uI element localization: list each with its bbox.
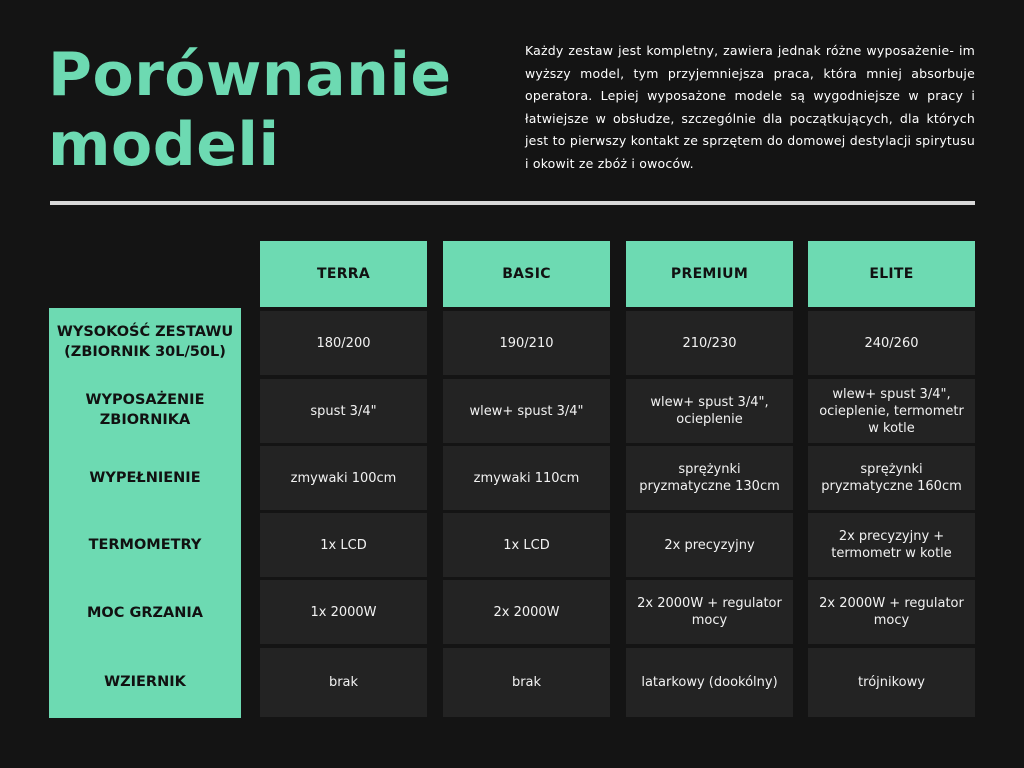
table-cell: sprężynki pryzmatyczne 160cm (808, 446, 975, 510)
table-cell: 2x 2000W (443, 580, 610, 644)
table-cell: 240/260 (808, 311, 975, 375)
row-label-filling: WYPEŁNIENIE (89, 470, 201, 486)
table-cell: 2x 2000W + regulator mocy (808, 580, 975, 644)
row-label-tank: WYPOSAŻENIE ZBIORNIKA (85, 392, 205, 428)
table-cell: 190/210 (443, 311, 610, 375)
table-cell: wlew+ spust 3/4" (443, 379, 610, 443)
page-title-line-1: Porównanie (48, 40, 452, 110)
row-label-heating: MOC GRZANIA (87, 605, 203, 621)
page-title-line-2: modeli (48, 110, 280, 180)
column-header-elite: ELITE (808, 241, 975, 307)
table-cell: wlew+ spust 3/4", ocieplenie (626, 379, 793, 443)
header-divider (50, 201, 975, 205)
table-cell: latarkowy (dookólny) (626, 648, 793, 717)
page-title (48, 40, 452, 180)
column-header-basic: BASIC (443, 241, 610, 307)
row-label-panel (49, 308, 241, 718)
table-cell: zmywaki 100cm (260, 446, 427, 510)
row-label-sightglass: WZIERNIK (104, 674, 186, 690)
table-cell: trójnikowy (808, 648, 975, 717)
column-header-premium: PREMIUM (626, 241, 793, 307)
table-cell: 1x LCD (260, 513, 427, 577)
column-header-terra: TERRA (260, 241, 427, 307)
row-label-height: WYSOKOŚĆ ZESTAWU (ZBIORNIK 30L/50L) (56, 324, 234, 360)
table-cell: spust 3/4" (260, 379, 427, 443)
table-cell: brak (260, 648, 427, 717)
table-cell: 180/200 (260, 311, 427, 375)
table-cell: zmywaki 110cm (443, 446, 610, 510)
table-cell: 2x precyzyjny (626, 513, 793, 577)
row-label-thermometers: TERMOMETRY (88, 537, 202, 553)
table-cell: sprężynki pryzmatyczne 130cm (626, 446, 793, 510)
table-cell: 2x 2000W + regulator mocy (626, 580, 793, 644)
intro-paragraph: Każdy zestaw jest kompletny, zawiera jednak różne wyposażenie- im wyższy model, tym przyjemniejsza praca, która mniej absorbuje operatora. Lepiej wyposażone modele są wygodniejsze w pracy i łatwiejsze w obsłudze, szczególnie dla początkujących, dla których jest to pierwszy kontakt ze sprzętem do domowej destylacji spirytusu i okowit ze zbóż i owoców. (525, 43, 975, 171)
table-cell: brak (443, 648, 610, 717)
table-cell: 210/230 (626, 311, 793, 375)
table-cell: 1x 2000W (260, 580, 427, 644)
table-cell: wlew+ spust 3/4", ocieplenie, termometr w kotle (808, 379, 975, 443)
table-cell: 1x LCD (443, 513, 610, 577)
table-cell: 2x precyzyjny + termometr w kotle (808, 513, 975, 577)
